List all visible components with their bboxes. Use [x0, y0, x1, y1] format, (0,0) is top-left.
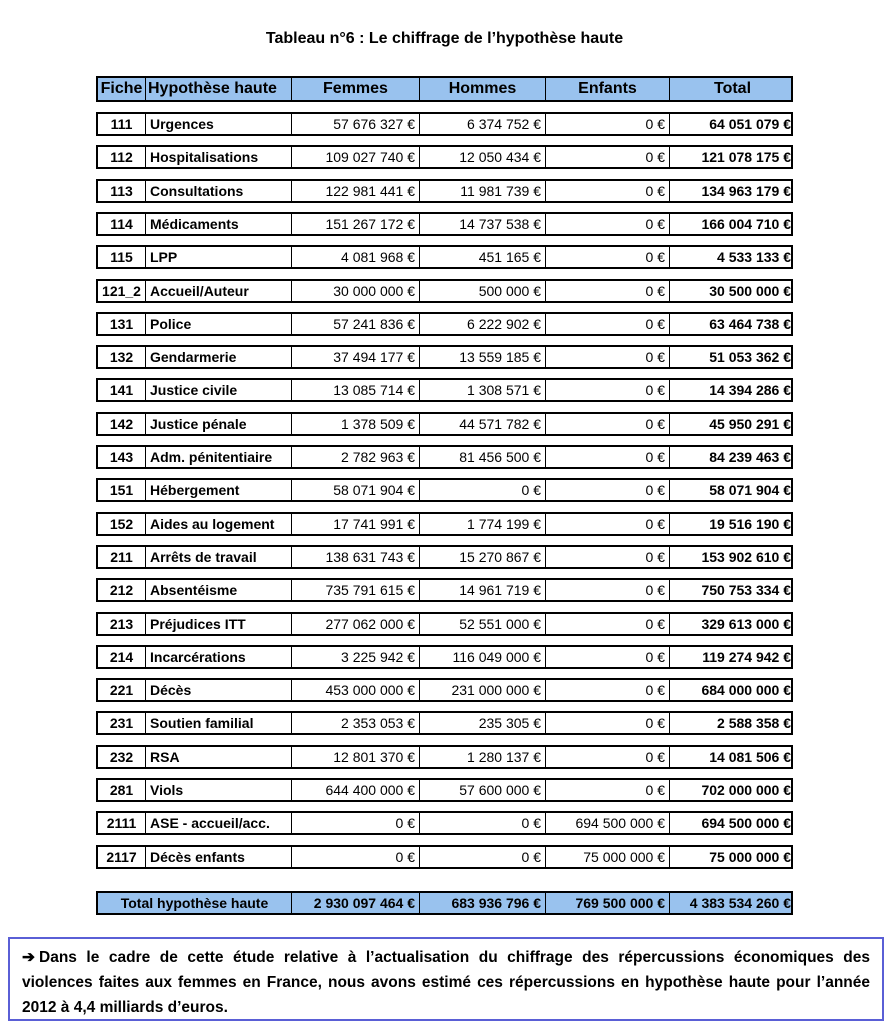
cell-femmes: 4 081 968 € [292, 247, 420, 267]
cell-fiche: 2117 [98, 847, 146, 867]
cell-femmes: 735 791 615 € [292, 580, 420, 600]
cell-hypothese: Gendarmerie [146, 347, 292, 367]
table-row [96, 378, 793, 402]
cell-fiche: 232 [98, 747, 146, 767]
cell-femmes: 57 241 836 € [292, 314, 420, 334]
table-row [96, 179, 793, 203]
cell-total: 684 000 000 € [701, 682, 791, 698]
cell-fiche: 281 [98, 780, 146, 800]
cell-hypothese: Incarcérations [146, 647, 292, 667]
cell-enfants: 0 € [546, 247, 670, 267]
cell-femmes: 0 € [292, 847, 420, 867]
header-hypothese: Hypothèse haute [146, 78, 292, 100]
cell-enfants: 0 € [546, 447, 670, 467]
cell-hommes: 52 551 000 € [420, 614, 546, 634]
cell-hommes: 451 165 € [420, 247, 546, 267]
table-row [96, 478, 793, 502]
table-row [96, 745, 793, 769]
total-label: Total hypothèse haute [98, 893, 292, 913]
cell-femmes: 12 801 370 € [292, 747, 420, 767]
cell-hommes: 81 456 500 € [420, 447, 546, 467]
cell-fiche: 113 [98, 181, 146, 201]
table-row [96, 345, 793, 369]
cell-hypothese: Absentéisme [146, 580, 292, 600]
total-hommes: 683 936 796 € [420, 893, 546, 913]
cell-hommes: 11 981 739 € [420, 181, 546, 201]
cell-enfants: 0 € [546, 380, 670, 400]
cell-total: 84 239 463 € [709, 449, 791, 465]
cell-total: 153 902 610 € [701, 549, 791, 565]
cell-total: 45 950 291 € [709, 416, 791, 432]
cell-hommes: 6 222 902 € [420, 314, 546, 334]
cell-hommes: 231 000 000 € [420, 680, 546, 700]
table-row [96, 445, 793, 469]
cell-fiche: 221 [98, 680, 146, 700]
cell-femmes: 644 400 000 € [292, 780, 420, 800]
cell-femmes: 57 676 327 € [292, 114, 420, 134]
table-row [96, 279, 793, 303]
cell-total: 14 081 506 € [709, 749, 791, 765]
cell-hypothese: ASE - accueil/acc. [146, 813, 292, 833]
cell-enfants: 75 000 000 € [546, 847, 670, 867]
cell-enfants: 694 500 000 € [546, 813, 670, 833]
header-fiche: Fiche [98, 78, 146, 100]
cell-hommes: 12 050 434 € [420, 147, 546, 167]
cell-hypothese: Médicaments [146, 214, 292, 234]
cell-femmes: 151 267 172 € [292, 214, 420, 234]
total-enfants: 769 500 000 € [546, 893, 670, 913]
cell-total: 166 004 710 € [701, 216, 791, 232]
cell-hypothese: Police [146, 314, 292, 334]
cell-hypothese: Adm. pénitentiaire [146, 447, 292, 467]
cell-enfants: 0 € [546, 147, 670, 167]
cell-hypothese: Aides au logement [146, 514, 292, 534]
header-hommes: Hommes [420, 78, 546, 100]
cell-hypothese: Préjudices ITT [146, 614, 292, 634]
cell-hypothese: Hébergement [146, 480, 292, 500]
cell-total: 329 613 000 € [701, 616, 791, 632]
cell-total: 19 516 190 € [709, 516, 791, 532]
cell-total: 134 963 179 € [701, 183, 791, 199]
cell-fiche: 151 [98, 480, 146, 500]
cell-hypothese: Consultations [146, 181, 292, 201]
table-row [96, 811, 793, 835]
cell-hommes: 1 774 199 € [420, 514, 546, 534]
cell-fiche: 214 [98, 647, 146, 667]
cell-fiche: 213 [98, 614, 146, 634]
cell-femmes: 1 378 509 € [292, 414, 420, 434]
cell-total: 14 394 286 € [709, 382, 791, 398]
header-total: Total [713, 80, 752, 97]
table-row [96, 412, 793, 436]
table-row [96, 678, 793, 702]
table-row [96, 212, 793, 236]
cell-femmes: 453 000 000 € [292, 680, 420, 700]
table-title: Tableau n°6 : Le chiffrage de l’hypothèse haute [265, 30, 624, 47]
cell-total: 51 053 362 € [709, 349, 791, 365]
cell-total: 63 464 738 € [709, 316, 791, 332]
cell-hommes: 0 € [420, 847, 546, 867]
table-row [96, 145, 793, 169]
cell-hommes: 1 280 137 € [420, 747, 546, 767]
cell-enfants: 0 € [546, 480, 670, 500]
table-row [96, 711, 793, 735]
cell-femmes: 109 027 740 € [292, 147, 420, 167]
total-row [96, 891, 793, 915]
cell-total: 702 000 000 € [701, 782, 791, 798]
cell-femmes: 0 € [292, 813, 420, 833]
cell-femmes: 30 000 000 € [292, 281, 420, 301]
note-text: Dans le cadre de cette étude relative à l’actualisation du chiffrage des répercussions économiques des violences faites aux femmes en France, nous avons estimé ces répercussions en hypothèse haute pour l’année 2012 à 4,4 milliards d’euros. [22, 949, 870, 1016]
cell-femmes: 2 353 053 € [292, 713, 420, 733]
table-header [96, 76, 793, 102]
cell-femmes: 58 071 904 € [292, 480, 420, 500]
cell-hypothese: LPP [146, 247, 292, 267]
cell-total: 750 753 334 € [701, 582, 791, 598]
cell-enfants: 0 € [546, 347, 670, 367]
total-femmes: 2 930 097 464 € [292, 893, 420, 913]
cell-hommes: 14 737 538 € [420, 214, 546, 234]
cell-fiche: 141 [98, 380, 146, 400]
table-row [96, 612, 793, 636]
conclusion-note [8, 937, 884, 1021]
cell-fiche: 212 [98, 580, 146, 600]
table-row [96, 845, 793, 869]
cell-total: 30 500 000 € [709, 283, 791, 299]
cell-hypothese: Justice civile [146, 380, 292, 400]
cell-total: 58 071 904 € [709, 482, 791, 498]
table-row [96, 512, 793, 536]
cell-femmes: 138 631 743 € [292, 547, 420, 567]
table-row [96, 112, 793, 136]
cell-total: 4 533 133 € [717, 249, 791, 265]
cell-hypothese: RSA [146, 747, 292, 767]
header-femmes: Femmes [292, 78, 420, 100]
cell-fiche: 112 [98, 147, 146, 167]
table-row [96, 645, 793, 669]
total-total: 4 383 534 260 € [689, 895, 791, 911]
cell-hommes: 6 374 752 € [420, 114, 546, 134]
cell-hypothese: Viols [146, 780, 292, 800]
cell-enfants: 0 € [546, 580, 670, 600]
cell-hommes: 500 000 € [420, 281, 546, 301]
cell-fiche: 231 [98, 713, 146, 733]
cell-hommes: 116 049 000 € [420, 647, 546, 667]
cell-enfants: 0 € [546, 214, 670, 234]
table-row [96, 578, 793, 602]
cell-hommes: 44 571 782 € [420, 414, 546, 434]
cell-hommes: 57 600 000 € [420, 780, 546, 800]
cell-hypothese: Accueil/Auteur [146, 281, 292, 301]
cell-femmes: 17 741 991 € [292, 514, 420, 534]
cell-hypothese: Urgences [146, 114, 292, 134]
cell-hypothese: Justice pénale [146, 414, 292, 434]
cell-total: 75 000 000 € [709, 849, 791, 865]
table-row [96, 312, 793, 336]
cell-enfants: 0 € [546, 314, 670, 334]
cell-hypothese: Décès enfants [146, 847, 292, 867]
cell-total: 119 274 942 € [702, 649, 791, 665]
cell-enfants: 0 € [546, 614, 670, 634]
table-row [96, 778, 793, 802]
cell-fiche: 142 [98, 414, 146, 434]
cell-fiche: 152 [98, 514, 146, 534]
table-row [96, 545, 793, 569]
cell-total: 694 500 000 € [701, 815, 791, 831]
cell-enfants: 0 € [546, 647, 670, 667]
cell-hypothese: Décès [146, 680, 292, 700]
cell-enfants: 0 € [546, 114, 670, 134]
cell-fiche: 143 [98, 447, 146, 467]
cell-enfants: 0 € [546, 514, 670, 534]
cell-hypothese: Soutien familial [146, 713, 292, 733]
cell-fiche: 132 [98, 347, 146, 367]
header-enfants: Enfants [546, 78, 670, 100]
cell-enfants: 0 € [546, 680, 670, 700]
cell-hommes: 235 305 € [420, 713, 546, 733]
cell-enfants: 0 € [546, 713, 670, 733]
table-row [96, 245, 793, 269]
cell-hommes: 0 € [420, 813, 546, 833]
cell-fiche: 121_2 [98, 281, 146, 301]
cell-total: 2 588 358 € [717, 715, 791, 731]
cell-hommes: 13 559 185 € [420, 347, 546, 367]
arrow-right-icon: ➔ [22, 949, 35, 966]
cell-total: 64 051 079 € [709, 116, 791, 132]
cell-hommes: 14 961 719 € [420, 580, 546, 600]
cell-femmes: 13 085 714 € [292, 380, 420, 400]
cell-enfants: 0 € [546, 780, 670, 800]
cell-fiche: 2111 [98, 813, 146, 833]
cell-enfants: 0 € [546, 414, 670, 434]
cell-hypothese: Hospitalisations [146, 147, 292, 167]
cell-femmes: 2 782 963 € [292, 447, 420, 467]
cell-hypothese: Arrêts de travail [146, 547, 292, 567]
cell-fiche: 114 [98, 214, 146, 234]
cell-femmes: 122 981 441 € [292, 181, 420, 201]
cell-hommes: 15 270 867 € [420, 547, 546, 567]
cell-fiche: 115 [98, 247, 146, 267]
cell-femmes: 277 062 000 € [292, 614, 420, 634]
cell-hommes: 1 308 571 € [420, 380, 546, 400]
cell-enfants: 0 € [546, 181, 670, 201]
cell-fiche: 111 [98, 114, 146, 134]
cell-femmes: 3 225 942 € [292, 647, 420, 667]
cell-enfants: 0 € [546, 281, 670, 301]
cell-hommes: 0 € [420, 480, 546, 500]
cell-total: 121 078 175 € [701, 149, 791, 165]
cell-femmes: 37 494 177 € [292, 347, 420, 367]
cell-fiche: 211 [98, 547, 146, 567]
cell-enfants: 0 € [546, 547, 670, 567]
cell-fiche: 131 [98, 314, 146, 334]
cell-enfants: 0 € [546, 747, 670, 767]
